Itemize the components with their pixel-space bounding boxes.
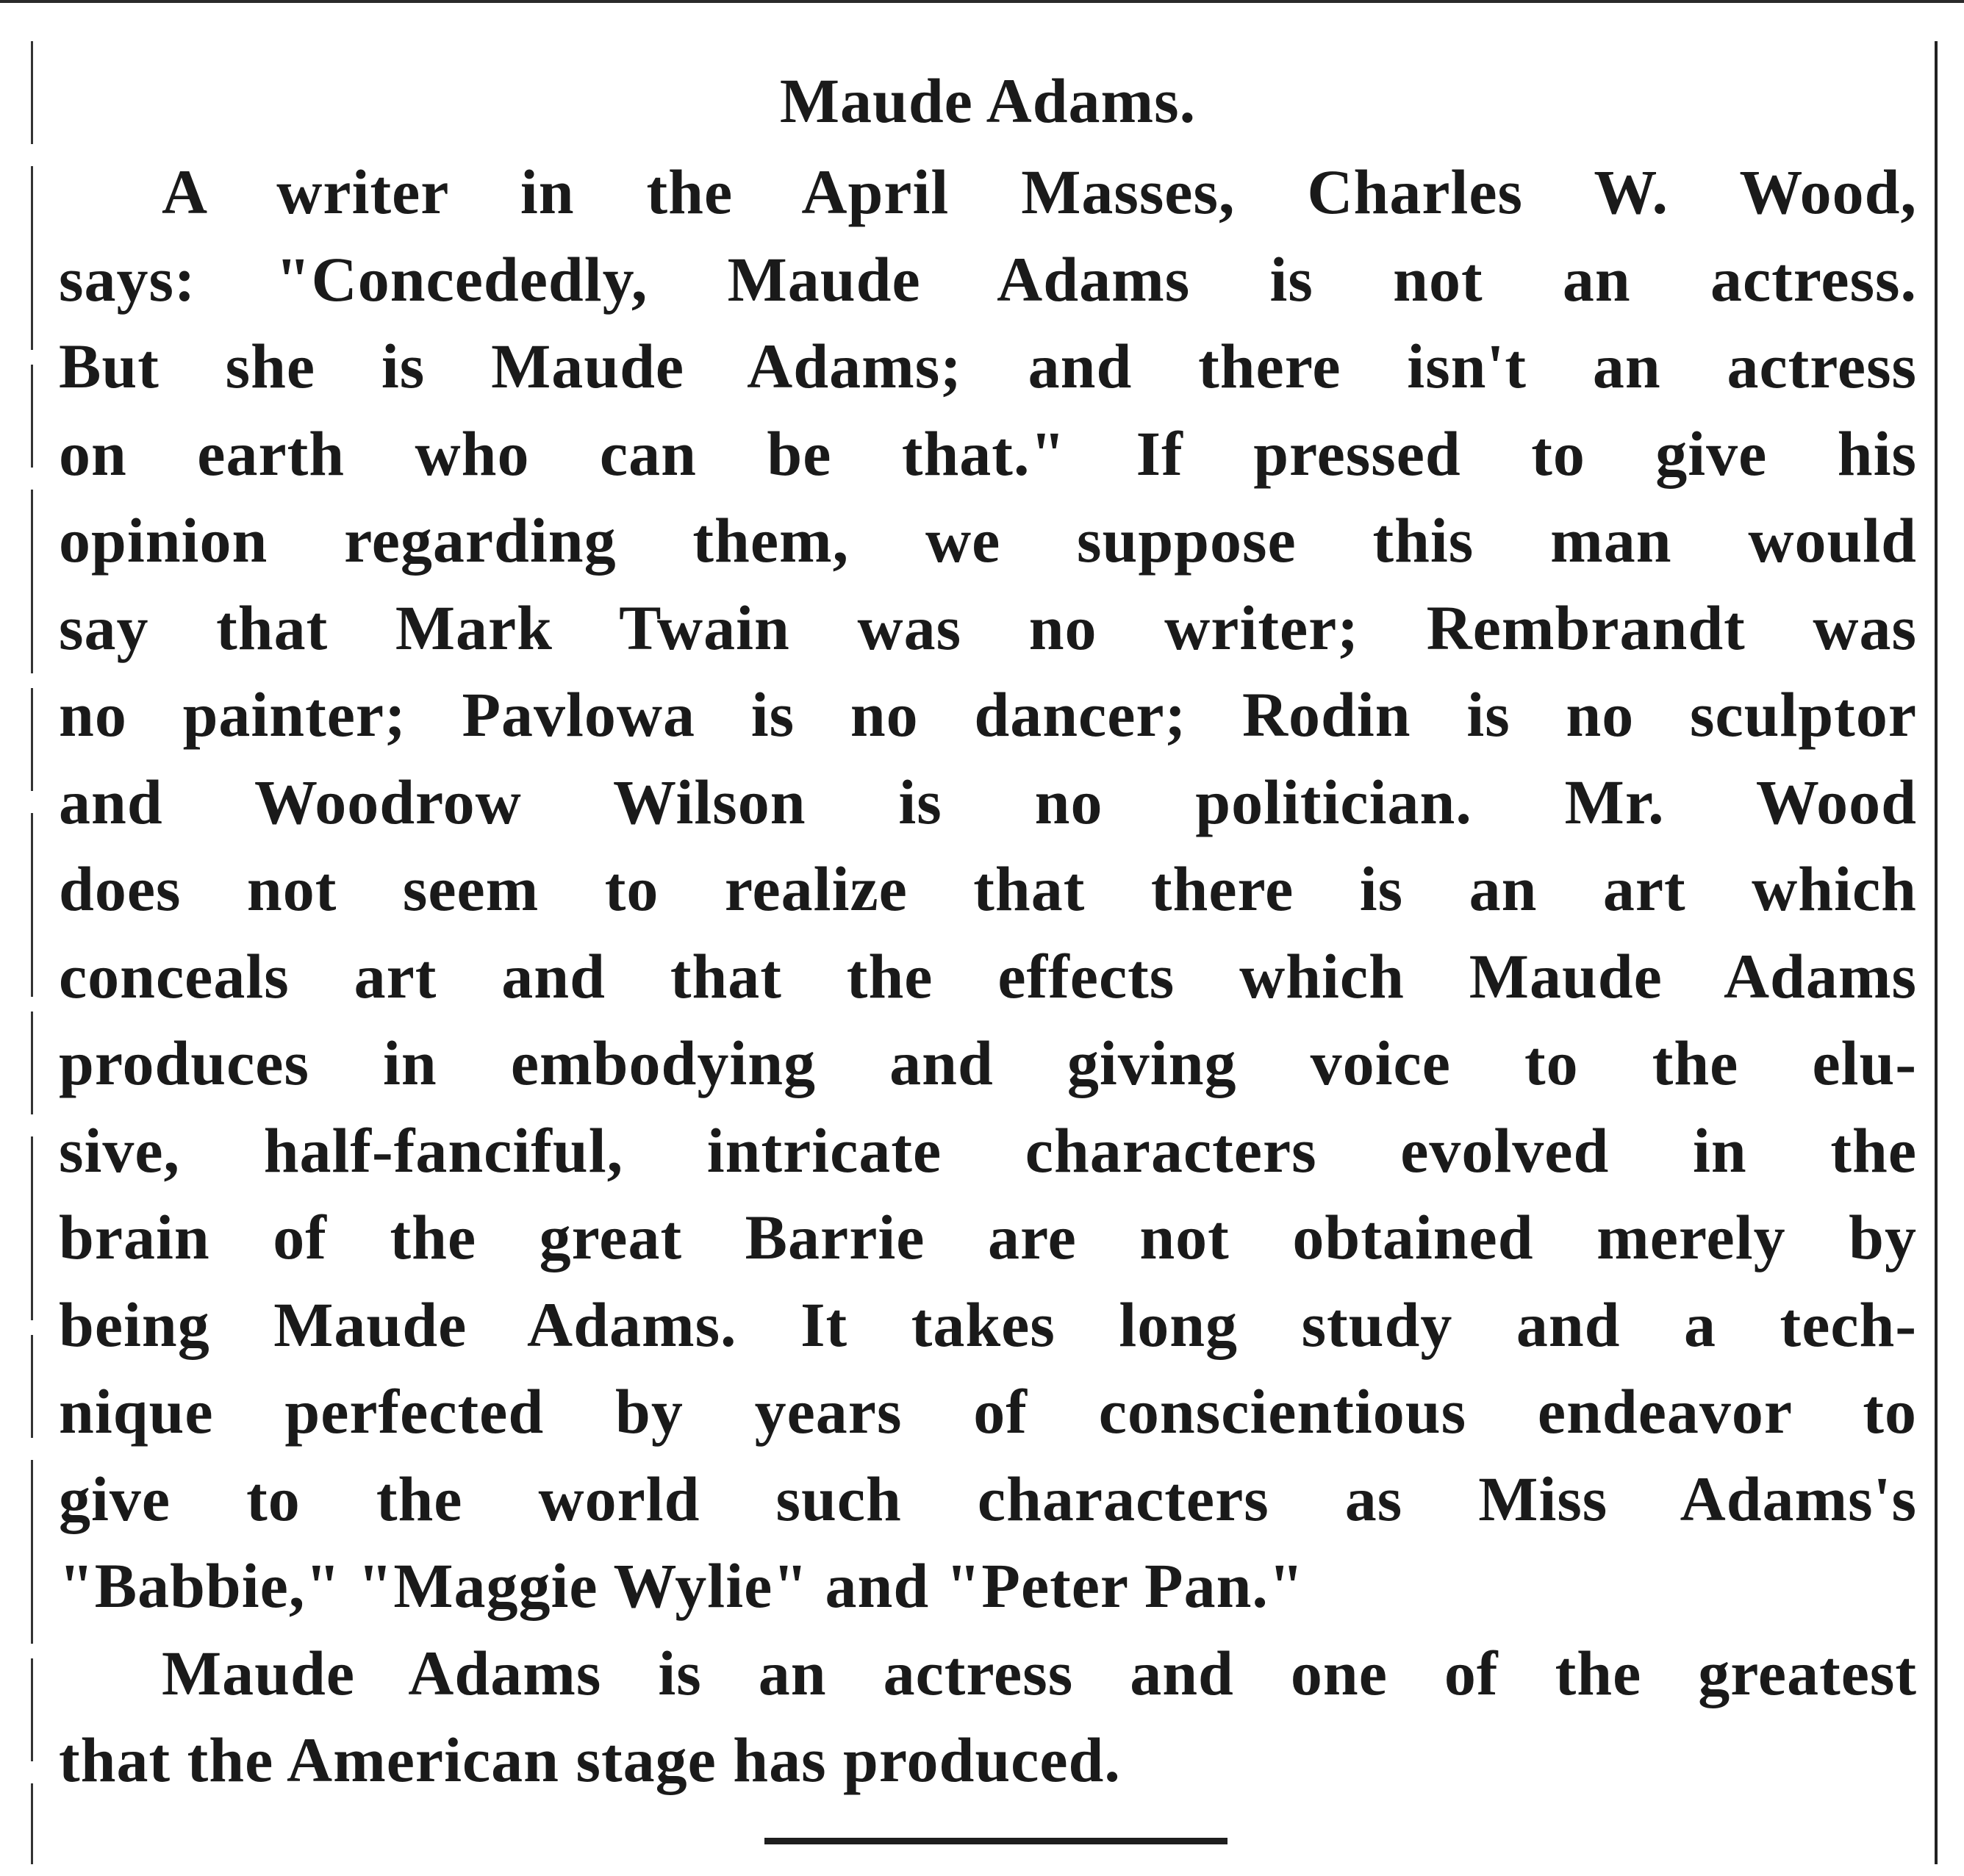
text-line: But she is Maude Adams; and there isn't an actress bbox=[59, 331, 1917, 401]
text-line: conceals art and that the effects which Maude Adams bbox=[59, 940, 1917, 1012]
text-line: A writer in the April Masses, Charles W. Wood, bbox=[162, 157, 1917, 227]
text-line: opinion regarding them, we suppose this man would bbox=[59, 505, 1917, 576]
text-line: Maude Adams is an actress and one of the greatest bbox=[162, 1637, 1917, 1708]
text-line: says: "Concededly, Maude Adams is not an actress. bbox=[59, 243, 1917, 315]
column-rule-right bbox=[1935, 41, 1938, 1864]
text-line: and Woodrow Wilson is no politician. Mr. Wood bbox=[59, 766, 1917, 837]
paragraph-1 bbox=[59, 148, 1917, 1630]
text-line: no painter; Pavlowa is no dancer; Rodin is no sculptor bbox=[59, 679, 1917, 750]
text-line: that the American stage has produced. bbox=[59, 1725, 1121, 1795]
top-rule bbox=[0, 0, 1964, 3]
text-line: produces in embodying and giving voice to the elu- bbox=[59, 1028, 1917, 1098]
text-line: say that Mark Twain was no writer; Rembrandt was bbox=[59, 592, 1917, 663]
text-line: being Maude Adams. It takes long study and a tech- bbox=[59, 1289, 1917, 1360]
text-line: "Babbie," "Maggie Wylie" and "Peter Pan." bbox=[59, 1550, 1305, 1621]
text-line: does not seem to realize that there is an art which bbox=[59, 853, 1917, 924]
headline: Maude Adams. bbox=[779, 65, 1197, 136]
column-rule-left bbox=[31, 41, 33, 1864]
text-line: sive, half-fanciful, intricate characters evolved in the bbox=[59, 1114, 1917, 1186]
article bbox=[59, 57, 1917, 1804]
text-line: brain of the great Barrie are not obtained merely by bbox=[59, 1202, 1917, 1272]
text-line: on earth who can be that." If pressed to give his bbox=[59, 418, 1917, 489]
text-line: nique perfected by years of conscientious endeavor to bbox=[59, 1376, 1917, 1447]
text-line: give to the world such characters as Miss Adams's bbox=[59, 1463, 1917, 1534]
paragraph-2 bbox=[59, 1630, 1917, 1804]
end-rule bbox=[764, 1838, 1228, 1844]
